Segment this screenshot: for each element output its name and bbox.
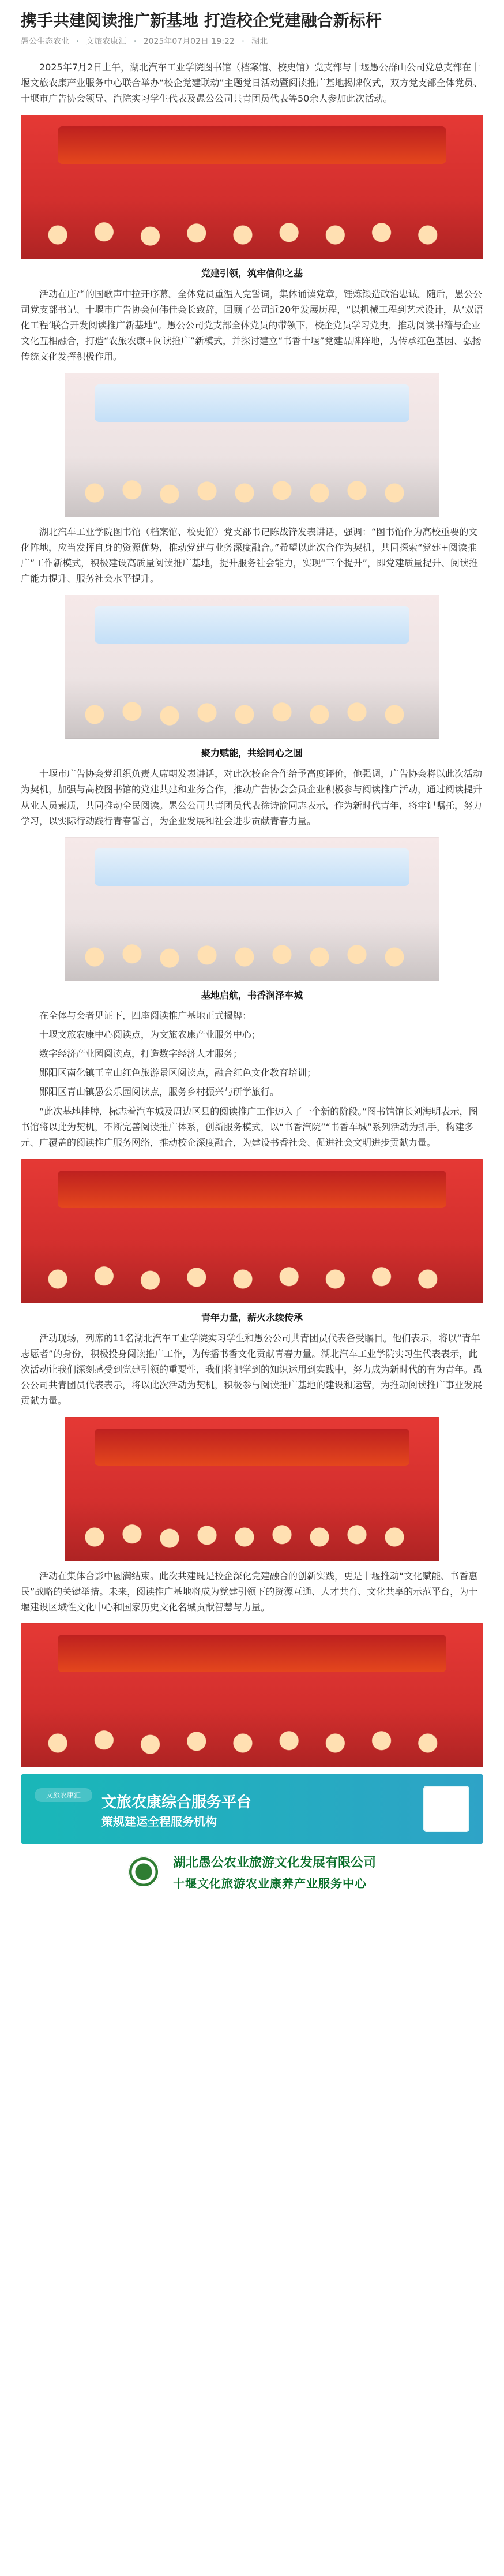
brand-tag: 文旅农康汇 <box>35 1788 92 1802</box>
photo-speech-1 <box>65 373 439 517</box>
article-title: 携手共建阅读推广新基地 打造校企党建融合新标杆 <box>21 11 382 30</box>
paragraph-1: 2025年7月2日上午，湖北汽车工业学院图书馆（档案馆、校史馆）党支部与十堰愚公群山公司党总支部在十堰文旅农康产业服务中心联合举办“校企党建联动”主题党日活动暨阅读推广基地揭牌仪式，双方党支部全体党员、十堰市广告协会领导、汽院实习学生代表及愚公公司共青团员代表等50余人参加此次活动。 <box>21 62 483 104</box>
meta-sep: · <box>242 37 245 46</box>
org-logos <box>21 1853 483 1891</box>
ad-line-1: 文旅农康综合服务平台 <box>101 1794 252 1812</box>
list-item: 在全体与会者见证下，四座阅读推广基地正式揭牌： <box>39 1010 252 1021</box>
meta-sep: · <box>133 37 137 46</box>
publish-date: 2025年07月02日 19:22 <box>143 37 235 46</box>
audience-graphic <box>21 199 483 259</box>
author-name: 愚公生态农业 <box>21 37 69 46</box>
listener-graphic <box>65 678 439 739</box>
org-names <box>173 1853 376 1891</box>
footer-ad-banner <box>21 1774 483 1844</box>
paragraph-4: 十堰市广告协会党组织负责人席朝发表讲话，对此次校企合作给予高度评价，他强调，广告协会将以此次活动为契机，加强与高校图书馆的党建共建和业务合作，推动广告协会会员企业积极参与阅读推广活动，通过阅读提升从业人员素质，共同推动全民阅读。愚公公司共青团员代表徐诗渝同志表示，作为新时代青年，将牢记嘱托，努力学习，以实际行动践行青春誓言，为企业发展和社会进步贡献青春力量。 <box>21 768 483 827</box>
article-meta <box>21 35 483 47</box>
list-item: 数字经济产业园阅读点，打造数字经济人才服务； <box>39 1048 243 1059</box>
section-title-2: 聚力赋能，共绘同心之圆 <box>201 747 303 759</box>
photo-speech-2 <box>65 595 439 739</box>
photo-student-reps <box>65 1417 439 1561</box>
photo-speech-3 <box>65 837 439 981</box>
section-title-4: 青年力量，薪火永续传承 <box>201 1311 303 1323</box>
photo-group-photo <box>21 1623 483 1767</box>
paragraph-5: “此次基地挂牌，标志着汽车城及周边区县的阅读推广工作迈入了一个新的阶段。”图书馆馆长刘海明表示，图书馆将以此为契机，不断完善阅读推广体系，创新服务模式，以“书香汽院”“书香车城”系列活动为抓手，构建多元、广覆盖的阅读推广服务网络，推动校企深度融合，为建设书香社会、促进社会文明进步贡献力量。 <box>21 1106 478 1149</box>
source-name: 文旅农康汇 <box>86 37 127 46</box>
org-logo-icon <box>128 1856 159 1887</box>
section-title-3: 基地启航，书香润泽车城 <box>201 990 303 1001</box>
org-line-2: 十堰文化旅游农业康养产业服务中心 <box>172 1876 367 1891</box>
org-line-1: 湖北愚公农业旅游文化发展有限公司 <box>172 1856 376 1871</box>
list-item: 郧阳区南化镇王童山红色旅游景区阅读点，融合红色文化教育培训； <box>39 1067 317 1078</box>
city-label: 湖北 <box>251 37 268 46</box>
group-photo-banner <box>58 1635 446 1672</box>
paragraph-7: 活动在集体合影中圆满结束。此次共建既是校企深化党建融合的创新实践，更是十堰推动“文化赋能、书香惠民”战略的关键举措。未来，阅读推广基地将成为党建引领下的资源互通、人才共育、文化共享的示范平台，为十堰建设区域性文化中心和国家历史文化名城贡献智慧与力量。 <box>21 1570 478 1613</box>
speaker-graphic <box>65 457 439 517</box>
list-item: 郧阳区青山镇愚公乐园阅读点，服务乡村振兴与研学旅行。 <box>39 1086 280 1097</box>
meeting-audience-graphic <box>65 921 439 981</box>
meta-sep: · <box>76 37 79 46</box>
paragraph-3: 湖北汽车工业学院图书馆（档案馆、校史馆）党支部书记陈战锋发表讲话，强调：“图书馆作为高校重要的文化阵地，应当发挥自身的资源优势，推动党建与业务深度融合。”希望以此次合作为契机，共同探索“党建+阅读推广”工作新模式，积极建设高质量阅读推广基地，提升服务社会能力，实现“三个提升”，即党建质量提升、阅读推广能力提升、服务社会水平提升。 <box>21 526 478 585</box>
section-title-1: 党建引领，筑牢信仰之基 <box>201 267 303 279</box>
list-item: 十堰文旅农康中心阅读点，为文旅农康产业服务中心； <box>39 1029 261 1040</box>
photo-plaque-ceremony <box>21 1159 483 1303</box>
stage-banner <box>95 1429 409 1466</box>
red-stage-banner <box>58 1171 446 1208</box>
photo-meeting-hall <box>21 115 483 259</box>
red-banner-graphic <box>58 126 446 164</box>
group-graphic <box>21 1243 483 1303</box>
students-graphic <box>65 1501 439 1561</box>
paragraph-6: 活动现场，列席的11名湖北汽车工业学院实习学生和愚公公司共青团员代表备受瞩目。他们表示，将以“青年志愿者”的身份，积极投身阅读推广工作，为传播书香文化贡献青春力量。湖北汽车工业学院实习生代表表示，此次活动让我们深刻感受到党建引领的重要性，我们将把学到的知识运用到实践中，努力成为新时代的有为青年。愚公公司共青团员代表表示，将以此次活动为契机，积极参与阅读推广基地的建设和运营，为推动阅读推广事业发展贡献力量。 <box>21 1332 483 1407</box>
blue-screen-graphic <box>95 384 409 422</box>
article-page <box>0 10 504 2576</box>
blue-screen-graphic-2 <box>95 606 409 644</box>
blue-screen-graphic-3 <box>95 848 409 886</box>
group-photo-people <box>21 1707 483 1767</box>
paragraph-2: 活动在庄严的国歌声中拉开序幕。全体党员重温入党誓词，集体诵读党章，锤炼锻造政治忠诚。随后，愚公公司党支部书记、十堰市广告协会何伟佳会长致辞，回顾了公司近20年发展历程，“以机械工程到艺术设计，从‘双语化工程’联合开发阅读推广新基地”。愚公公司党支部全体党员的带领下，校企党员学习党史，推动阅读书籍与企业文化互相融合，打造“农旅农康+阅读推广”新模式，并探讨建立“书香十堰”党建品牌阵地，为传承红色基因、弘扬传统文化发挥积极作用。 <box>21 288 483 362</box>
base-list <box>21 1008 483 1098</box>
qr-code-icon <box>423 1786 469 1832</box>
ad-line-2: 策规建运全程服务机构 <box>101 1815 217 1829</box>
